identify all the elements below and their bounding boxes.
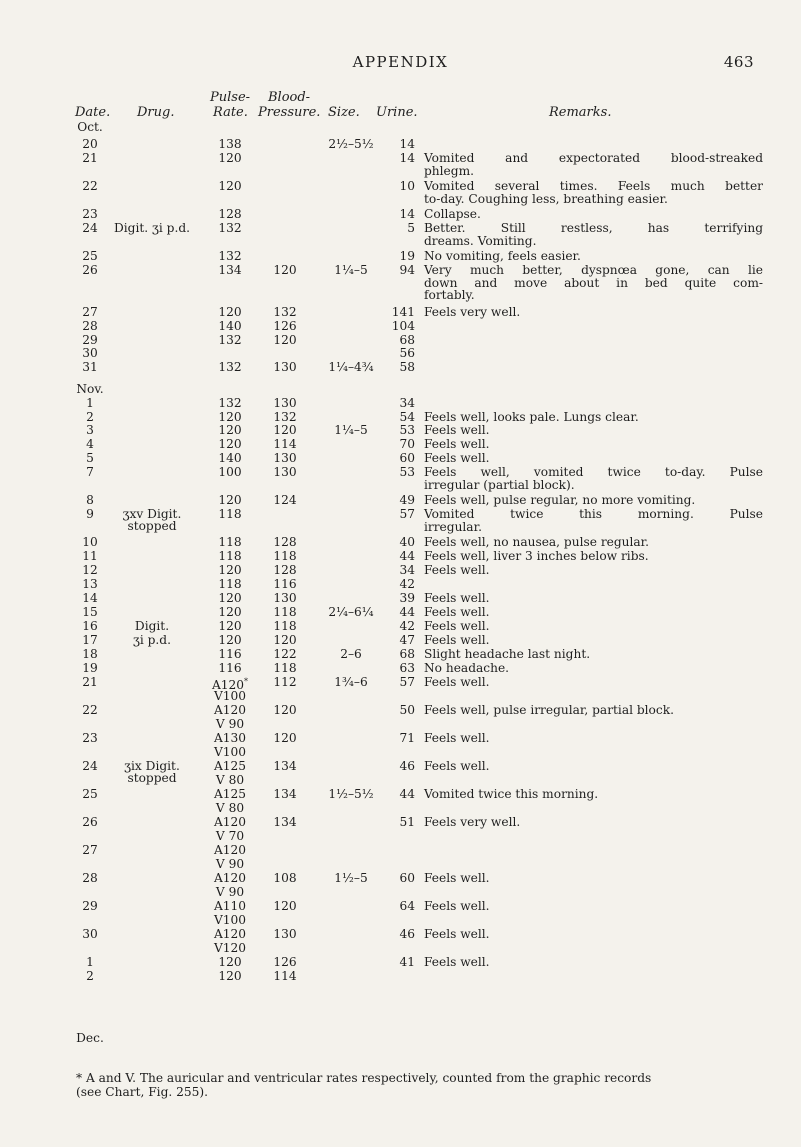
- remarks-cell-line-1: Feels very well.: [424, 815, 521, 829]
- urine-cell: 58: [399, 360, 415, 374]
- remarks-cell-line-1: Vomited several times. Feels much better: [424, 179, 763, 193]
- footnote-line-1: * A and V. The auricular and ventricular rates respectively, counted from the graphic records: [76, 1071, 652, 1085]
- blood-pressure-cell: 128: [273, 535, 297, 549]
- urine-cell: 64: [399, 899, 415, 913]
- pulse-rate-cell-line-2: V 70: [215, 829, 245, 843]
- blood-pressure-cell: 130: [273, 465, 297, 479]
- blood-pressure-cell: 108: [273, 871, 297, 885]
- date-cell: 21: [82, 675, 98, 689]
- remarks-cell-line-1: Feels well, pulse regular, no more vomiting.: [424, 493, 696, 507]
- date-cell: 24: [82, 759, 98, 773]
- pulse-rate-cell: A125: [213, 759, 247, 773]
- date-cell: 27: [82, 843, 98, 857]
- pulse-rate-cell: 132: [218, 249, 242, 263]
- drug-cell: Digit. ʒi p.d.: [113, 221, 191, 235]
- blood-pressure-cell: 132: [273, 305, 297, 319]
- urine-cell: 14: [399, 207, 415, 221]
- page-number: 463: [723, 53, 754, 71]
- pulse-rate-cell: 134: [218, 263, 242, 277]
- size-cell: 1¾–6: [334, 675, 368, 689]
- pulse-rate-cell: 120: [218, 151, 242, 165]
- pulse-rate-cell: 132: [218, 360, 242, 374]
- blood-pressure-cell: 120: [273, 731, 297, 745]
- pulse-rate-cell: 116: [218, 661, 242, 675]
- date-cell: 7: [86, 465, 94, 479]
- urine-cell: 70: [399, 437, 415, 451]
- urine-cell: 71: [399, 731, 415, 745]
- remarks-cell-line-2: phlegm.: [424, 163, 474, 178]
- date-cell: 26: [82, 815, 98, 829]
- pulse-rate-cell: 100: [218, 465, 242, 479]
- date-cell: 4: [86, 437, 94, 451]
- pulse-rate-cell: 118: [218, 535, 242, 549]
- blood-pressure-cell: 118: [273, 605, 297, 619]
- remarks-cell-line-1: Feels well.: [424, 437, 490, 451]
- month-label-nov: Nov.: [76, 382, 104, 396]
- urine-cell: 49: [399, 493, 415, 507]
- remarks-cell-line-1: Vomited twice this morning.: [424, 787, 599, 801]
- date-cell: 19: [82, 661, 98, 675]
- pulse-header: Rate.: [213, 105, 248, 120]
- blood-pressure-cell: 120: [273, 333, 297, 347]
- drug-cell-line-2: stopped: [127, 771, 177, 785]
- pulse-rate-cell-line-2: V100: [213, 689, 247, 703]
- urine-cell: 40: [399, 535, 415, 549]
- pulse-rate-cell: 120: [218, 493, 242, 507]
- date-cell: 24: [82, 221, 98, 235]
- blood-pressure-cell: 120: [273, 633, 297, 647]
- pulse-rate-cell: A120: [213, 843, 247, 857]
- urine-cell: 10: [399, 179, 415, 193]
- blood-pressure-cell: 112: [273, 675, 297, 689]
- pulse-rate-cell: 118: [218, 507, 242, 521]
- urine-cell: 53: [399, 465, 415, 479]
- remarks-cell-line-1: Feels well.: [424, 451, 490, 465]
- size-cell: 1¼–4¾: [328, 360, 374, 374]
- drug-cell: ʒxv Digit.: [122, 507, 182, 521]
- size-cell: 2¼–6¼: [328, 605, 374, 619]
- date-cell: 30: [82, 927, 98, 941]
- drug-cell: ʒix Digit.: [124, 759, 180, 773]
- remarks-cell-line-1: Feels well.: [424, 619, 490, 633]
- date-cell: 26: [82, 263, 98, 277]
- urine-cell: 19: [399, 249, 415, 263]
- blood-pressure-cell: 134: [273, 815, 297, 829]
- remarks-cell-line-1: Feels well, no nausea, pulse regular.: [424, 535, 650, 549]
- pulse-rate-cell: 138: [218, 137, 242, 151]
- drug-cell-line-2: stopped: [127, 519, 177, 533]
- urine-cell: 46: [399, 927, 415, 941]
- pulse-rate-cell: A120: [213, 815, 247, 829]
- remarks-cell-line-1: Collapse.: [424, 207, 481, 221]
- size-cell: 2½–5½: [328, 137, 374, 151]
- urine-cell: 41: [399, 955, 415, 969]
- remarks-cell-line-1: Feels well.: [424, 675, 490, 689]
- blood-pressure-cell: 116: [273, 577, 297, 591]
- pulse-rate-cell: 120: [218, 305, 242, 319]
- footnote-line-2: (see Chart, Fig. 255).: [76, 1085, 209, 1099]
- urine-cell: 60: [399, 451, 415, 465]
- remarks-cell-line-1: Feels very well.: [424, 305, 521, 319]
- urine-cell: 57: [399, 507, 415, 521]
- pulse-rate-cell: 120: [218, 423, 242, 437]
- remarks-cell-line-1: Slight headache last night.: [424, 647, 591, 661]
- pulse-rate-cell: 132: [218, 221, 242, 235]
- pulse-rate-cell: 120: [218, 955, 242, 969]
- blood-pressure-cell: 122: [273, 647, 297, 661]
- remarks-cell-line-1: No vomiting, feels easier.: [424, 249, 581, 263]
- date-cell: 23: [82, 731, 98, 745]
- urine-cell: 34: [399, 396, 415, 410]
- urine-cell: 46: [399, 759, 415, 773]
- urine-cell: 56: [399, 346, 415, 360]
- date-cell: 27: [82, 305, 98, 319]
- date-cell: 28: [82, 319, 98, 333]
- remarks-cell-line-2: irregular (partial block).: [424, 477, 575, 492]
- pulse-header-top: Pulse-: [210, 90, 251, 105]
- remarks-cell-line-1: Feels well.: [424, 633, 490, 647]
- date-cell: 21: [82, 151, 98, 165]
- remarks-cell-line-1: Feels well.: [424, 955, 490, 969]
- remarks-cell-line-1: Feels well.: [424, 927, 490, 941]
- pulse-rate-cell: 118: [218, 549, 242, 563]
- pulse-rate-cell: 120: [218, 633, 242, 647]
- date-cell: 30: [82, 346, 98, 360]
- month-label-dec: Dec.: [76, 1031, 104, 1045]
- date-cell: 13: [82, 577, 98, 591]
- urine-cell: 141: [391, 305, 415, 319]
- remarks-cell-line-2: dreams. Vomiting.: [424, 233, 537, 248]
- pulse-rate-cell: A120*: [211, 677, 249, 693]
- date-cell: 11: [82, 549, 98, 563]
- pulse-rate-cell: 128: [218, 207, 242, 221]
- size-cell: 1¼–5: [334, 423, 368, 437]
- pulse-rate-cell-line-2: V 90: [215, 885, 245, 899]
- urine-cell: 68: [399, 333, 415, 347]
- urine-cell: 104: [391, 319, 415, 333]
- pulse-rate-cell: 116: [218, 647, 242, 661]
- blood-pressure-cell: 124: [273, 493, 297, 507]
- urine-cell: 44: [399, 787, 415, 801]
- size-cell: 1½–5½: [328, 787, 374, 801]
- date-cell: 2: [86, 410, 94, 424]
- urine-cell: 14: [399, 151, 415, 165]
- date-cell: 16: [82, 619, 98, 633]
- pulse-rate-cell: A120: [213, 703, 247, 717]
- pulse-rate-cell: A120: [213, 927, 247, 941]
- blood-pressure-cell: 128: [273, 563, 297, 577]
- remarks-cell-line-1: Vomited twice this morning. Pulse: [424, 507, 763, 521]
- pulse-rate-cell: 140: [218, 319, 242, 333]
- blood-pressure-cell: 120: [273, 423, 297, 437]
- pulse-rate-cell: 140: [218, 451, 242, 465]
- size-cell: 1¼–5: [334, 263, 368, 277]
- remarks-cell-line-1: Feels well.: [424, 423, 490, 437]
- blood-pressure-cell: 134: [273, 759, 297, 773]
- blood-pressure-cell: 114: [273, 437, 297, 451]
- pulse-rate-cell: 132: [218, 396, 242, 410]
- urine-cell: 51: [399, 815, 415, 829]
- blood-pressure-cell: 130: [273, 451, 297, 465]
- size-cell: 2–6: [340, 647, 362, 661]
- remarks-cell-line-2: down and move about in bed quite com-: [424, 275, 763, 290]
- blood-pressure-cell: 120: [273, 263, 297, 277]
- pulse-rate-cell: 120: [218, 605, 242, 619]
- blood-pressure-cell: 118: [273, 661, 297, 675]
- blood-pressure-cell: 118: [273, 549, 297, 563]
- remarks-cell-line-1: Very much better, dyspnœa gone, can lie: [424, 263, 763, 277]
- remarks-cell-line-2: irregular.: [424, 519, 482, 534]
- date-cell: 9: [86, 507, 94, 521]
- date-cell: 25: [82, 787, 98, 801]
- pulse-rate-cell: A120: [213, 871, 247, 885]
- urine-cell: 34: [399, 563, 415, 577]
- urine-cell: 53: [399, 423, 415, 437]
- urine-cell: 94: [399, 263, 415, 277]
- date-cell: 22: [82, 179, 98, 193]
- blood-pressure-cell: 120: [273, 703, 297, 717]
- pulse-rate-cell-line-2: V 80: [215, 773, 245, 787]
- date-cell: 15: [82, 605, 98, 619]
- date-cell: 29: [82, 333, 98, 347]
- pulse-rate-cell-line-2: V100: [213, 745, 247, 759]
- blood-pressure-cell: 130: [273, 396, 297, 410]
- pulse-rate-cell-line-2: V100: [213, 913, 247, 927]
- urine-cell: 54: [399, 410, 415, 424]
- date-cell: 18: [82, 647, 98, 661]
- date-cell: 23: [82, 207, 98, 221]
- date-cell: 1: [86, 396, 94, 410]
- urine-cell: 5: [407, 221, 415, 235]
- remarks-cell-line-1: Feels well, vomited twice to-day. Pulse: [424, 465, 763, 479]
- urine-cell: 39: [399, 591, 415, 605]
- bp-header: Pressure.: [258, 105, 321, 120]
- remarks-cell-line-1: Feels well, liver 3 inches below ribs.: [424, 549, 649, 563]
- urine-cell: 14: [399, 137, 415, 151]
- date-cell: 14: [82, 591, 98, 605]
- pulse-rate-cell: A110: [213, 899, 247, 913]
- pulse-rate-cell: 120: [218, 179, 242, 193]
- date-cell: 25: [82, 249, 98, 263]
- remarks-cell-line-1: Feels well.: [424, 871, 490, 885]
- remarks-cell-line-1: Feels well.: [424, 731, 490, 745]
- urine-header: Urine.: [376, 105, 418, 120]
- blood-pressure-cell: 130: [273, 927, 297, 941]
- remarks-cell-line-1: Feels well.: [424, 563, 490, 577]
- urine-cell: 50: [399, 703, 415, 717]
- remarks-cell-line-2: to-day. Coughing less, breathing easier.: [424, 191, 668, 206]
- date-cell: 2: [86, 969, 94, 983]
- date-cell: 1: [86, 955, 94, 969]
- urine-cell: 44: [399, 549, 415, 563]
- blood-pressure-cell: 118: [273, 619, 297, 633]
- date-cell: 8: [86, 493, 94, 507]
- remarks-header: Remarks.: [549, 105, 612, 120]
- blood-pressure-cell: 132: [273, 410, 297, 424]
- month-label-oct: Oct.: [77, 120, 103, 134]
- date-cell: 31: [82, 360, 98, 374]
- pulse-rate-cell: 120: [218, 969, 242, 983]
- footnote-marker: *: [244, 677, 249, 686]
- pulse-rate-cell-line-2: V120: [213, 941, 247, 955]
- date-cell: 29: [82, 899, 98, 913]
- pulse-rate-cell: 120: [218, 563, 242, 577]
- drug-cell: ʒi p.d.: [132, 633, 171, 647]
- urine-cell: 47: [399, 633, 415, 647]
- remarks-cell-line-1: Vomited and expectorated blood-streaked: [424, 151, 763, 165]
- remarks-cell-line-1: Better. Still restless, has terrifying: [424, 221, 763, 235]
- date-cell: 22: [82, 703, 98, 717]
- pulse-rate-cell: 120: [218, 437, 242, 451]
- urine-cell: 42: [399, 577, 415, 591]
- remarks-cell-line-1: No headache.: [424, 661, 510, 675]
- remarks-cell-line-1: Feels well.: [424, 899, 490, 913]
- blood-pressure-cell: 130: [273, 591, 297, 605]
- date-cell: 17: [82, 633, 98, 647]
- drug-header: Drug.: [137, 105, 175, 120]
- pulse-rate-cell: 132: [218, 333, 242, 347]
- urine-cell: 57: [399, 675, 415, 689]
- remarks-cell-line-1: Feels well.: [424, 591, 490, 605]
- remarks-cell-line-3: fortably.: [424, 288, 475, 302]
- pulse-rate-cell: 118: [218, 577, 242, 591]
- pulse-rate-cell-line-2: V 90: [215, 857, 245, 871]
- remarks-cell-line-1: Feels well, looks pale. Lungs clear.: [424, 410, 639, 424]
- blood-pressure-cell: 120: [273, 899, 297, 913]
- urine-cell: 44: [399, 605, 415, 619]
- size-cell: 1½–5: [334, 871, 368, 885]
- pulse-rate-cell: A125: [213, 787, 247, 801]
- date-cell: 28: [82, 871, 98, 885]
- page-title: APPENDIX: [352, 53, 449, 71]
- date-header: Date.: [75, 105, 111, 120]
- pulse-rate-cell: 120: [218, 410, 242, 424]
- date-cell: 5: [86, 451, 94, 465]
- pulse-rate-cell-line-2: V 80: [215, 801, 245, 815]
- remarks-cell-line-1: Feels well.: [424, 605, 490, 619]
- date-cell: 12: [82, 563, 98, 577]
- date-cell: 3: [86, 423, 94, 437]
- urine-cell: 68: [399, 647, 415, 661]
- date-cell: 20: [82, 137, 98, 151]
- blood-pressure-cell: 130: [273, 360, 297, 374]
- pulse-rate-cell-line-2: V 90: [215, 717, 245, 731]
- drug-cell: Digit.: [134, 619, 170, 633]
- size-header: Size.: [328, 105, 360, 120]
- urine-cell: 60: [399, 871, 415, 885]
- pulse-rate-cell: 120: [218, 591, 242, 605]
- urine-cell: 63: [399, 661, 415, 675]
- blood-pressure-cell: 126: [273, 955, 297, 969]
- blood-pressure-cell: 134: [273, 787, 297, 801]
- remarks-cell-line-1: Feels well, pulse irregular, partial block.: [424, 703, 674, 717]
- bp-header-top: Blood-: [268, 90, 311, 105]
- blood-pressure-cell: 126: [273, 319, 297, 333]
- pulse-rate-cell: A130: [213, 731, 247, 745]
- blood-pressure-cell: 114: [273, 969, 297, 983]
- pulse-rate-cell: 120: [218, 619, 242, 633]
- remarks-cell-line-1: Feels well.: [424, 759, 490, 773]
- urine-cell: 42: [399, 619, 415, 633]
- date-cell: 10: [82, 535, 98, 549]
